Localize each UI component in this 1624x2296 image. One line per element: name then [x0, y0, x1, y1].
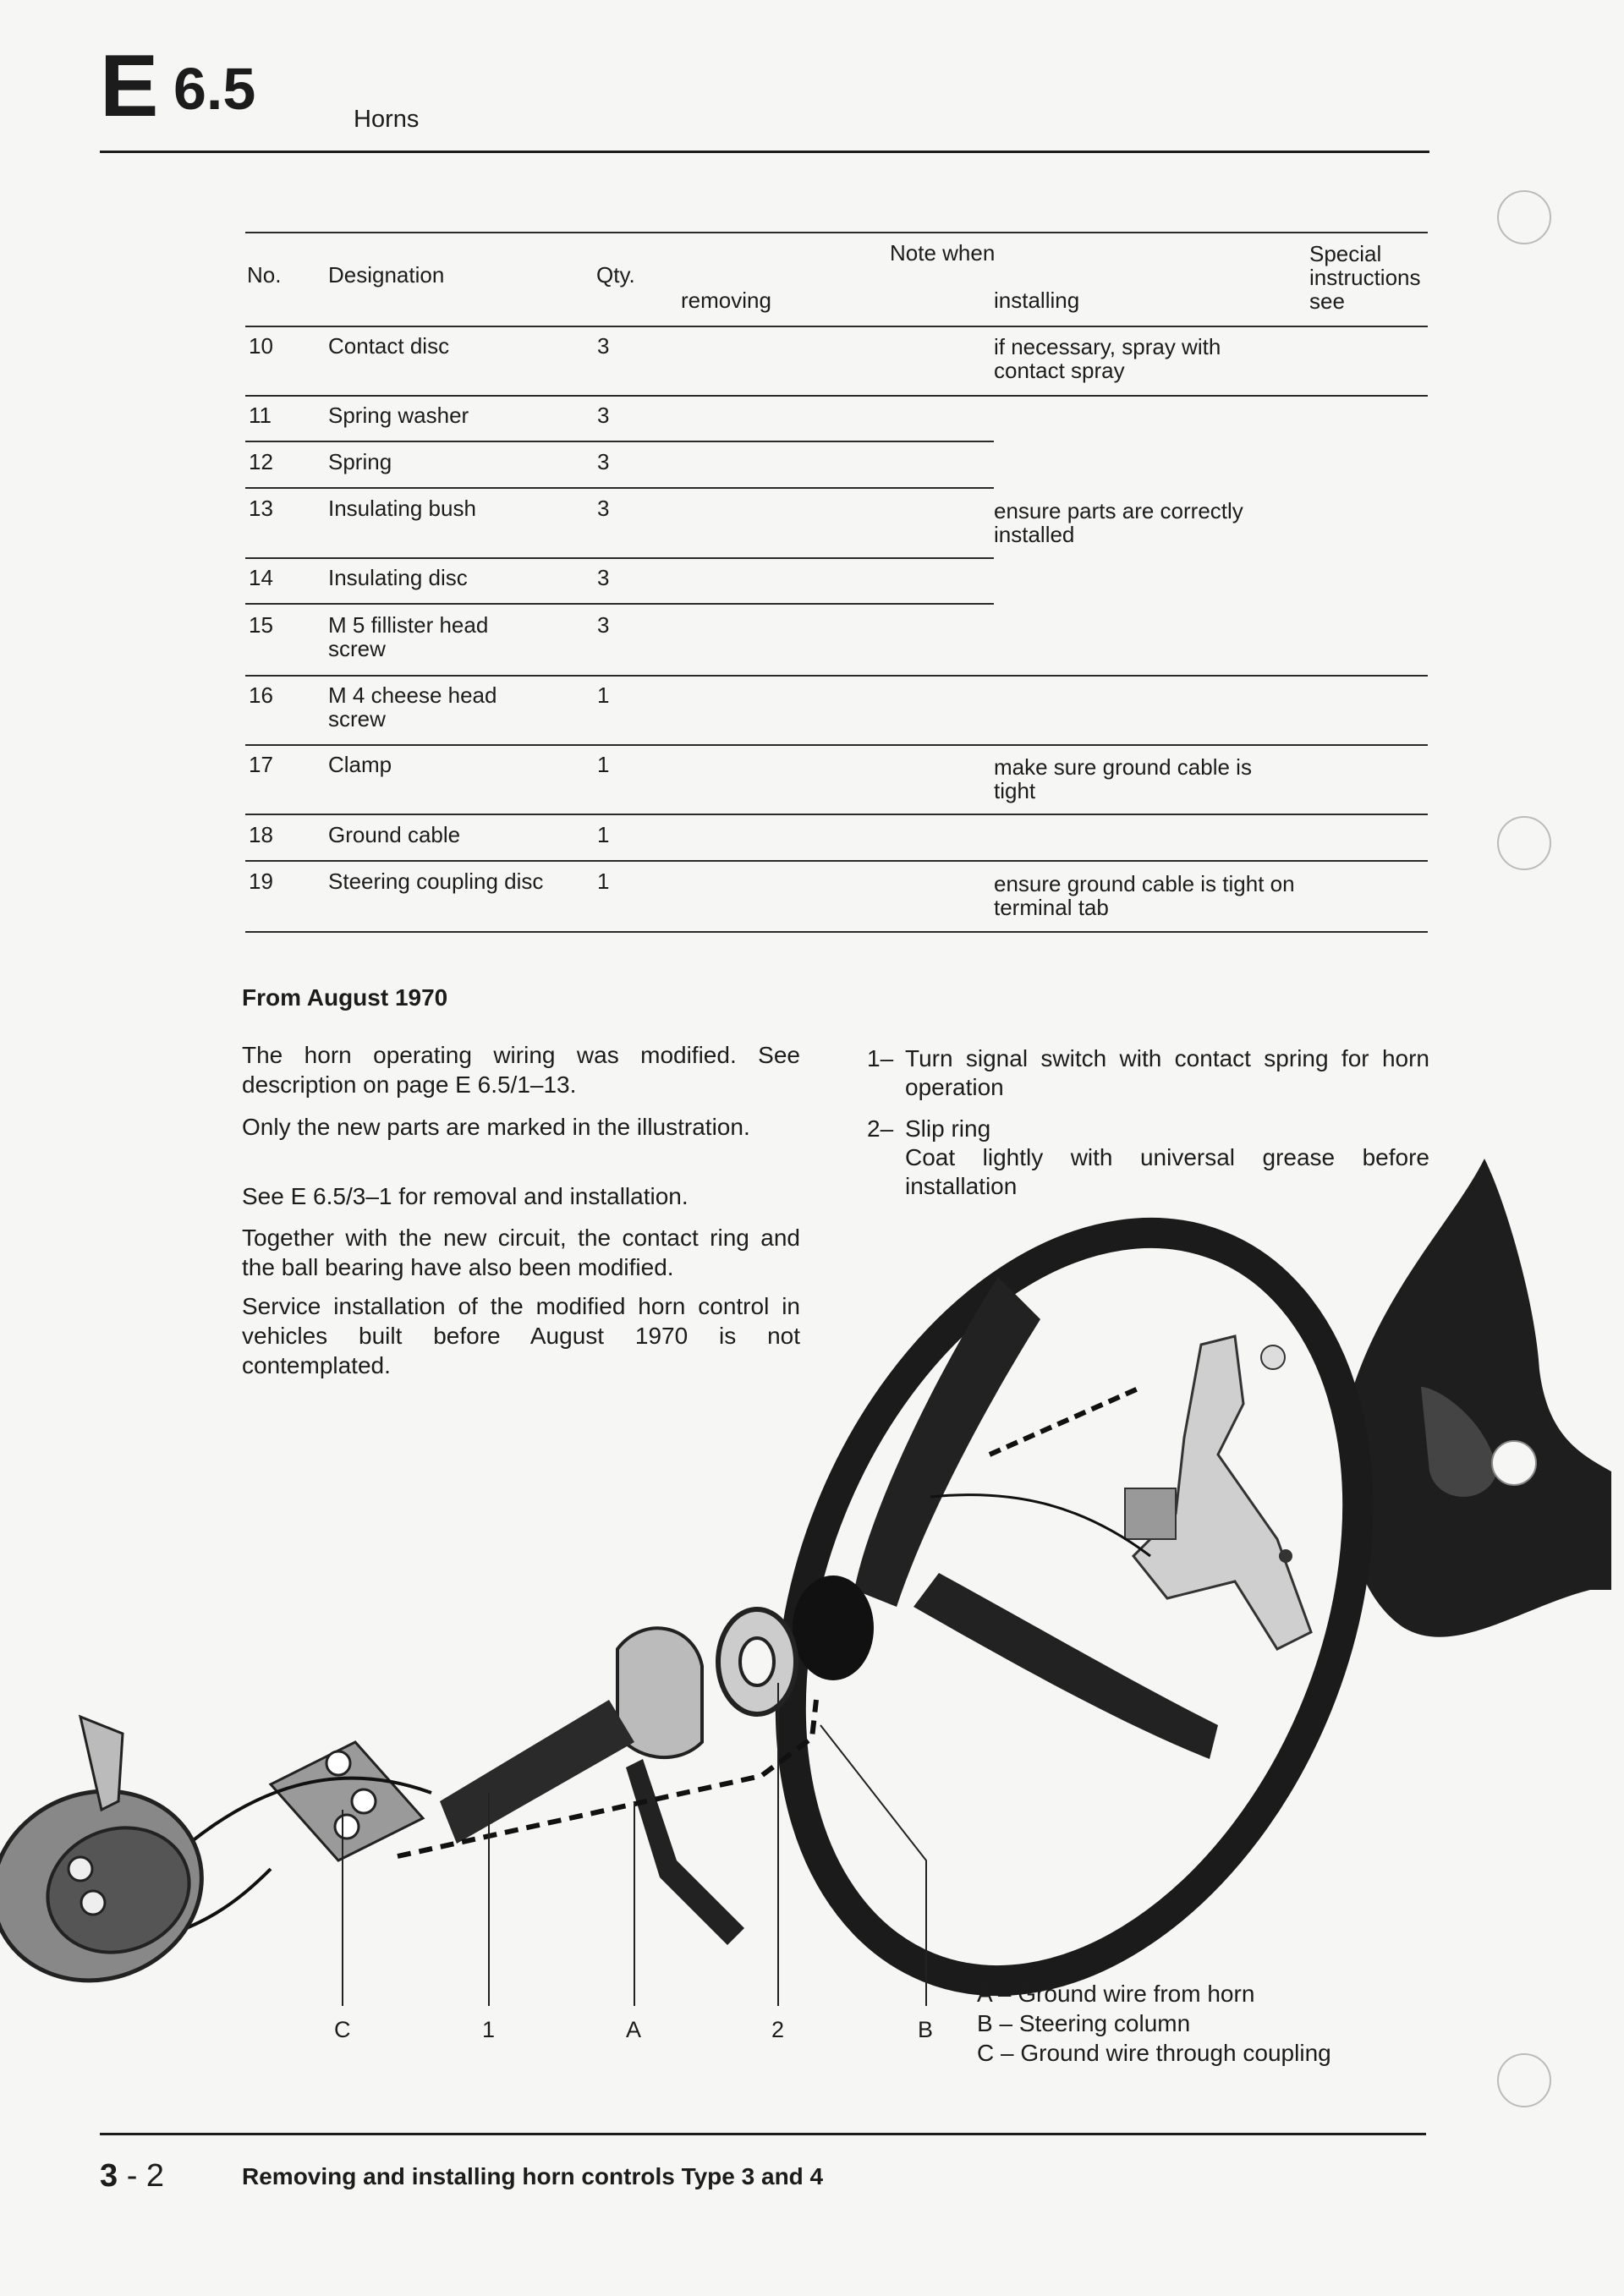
- page-number: 3 - 2: [100, 2158, 165, 2194]
- col-header-note-when: Note when: [890, 240, 996, 266]
- row-designation: Clamp: [328, 752, 392, 777]
- section-title: Horns: [354, 106, 420, 133]
- horn-pad: [1342, 1159, 1612, 1637]
- row-designation: M 5 fillister head screw: [328, 612, 489, 661]
- key-letter: B: [977, 2010, 993, 2036]
- row-qty: 3: [597, 449, 610, 474]
- row-qty: 1: [597, 869, 610, 894]
- row-installing: ensure ground cable is tight on terminal tab: [994, 871, 1295, 920]
- row-qty: 3: [597, 612, 610, 638]
- row-no: 18: [249, 822, 273, 847]
- contact-bracket: [1125, 1336, 1311, 1649]
- key-text: Steering column: [1018, 2010, 1191, 2036]
- row-designation: Insulating bush: [328, 496, 476, 521]
- callout-label: A: [626, 2017, 642, 2042]
- col-header-designation: Designation: [328, 262, 445, 288]
- key-text: Ground wire from horn: [1018, 1981, 1255, 2007]
- page-number-main: 3: [100, 2158, 118, 2194]
- row-designation: Insulating disc: [328, 565, 468, 590]
- key-letter: C: [977, 2040, 995, 2066]
- col-header-special: Special instructions see: [1309, 241, 1421, 314]
- horn: [0, 1717, 228, 2009]
- page-number-sub: 2: [145, 2158, 165, 2194]
- callout-label: C: [334, 2017, 351, 2042]
- paragraph: The horn operating wiring was modified. See description on page E 6.5/1–13.: [242, 1042, 800, 1098]
- row-no: 14: [249, 565, 273, 590]
- legend-number: 2: [867, 1115, 881, 1142]
- callout-label: 2: [771, 2017, 785, 2042]
- col-header-installing: installing: [994, 288, 1080, 313]
- row-qty: 1: [597, 682, 610, 708]
- row-designation: Contact disc: [328, 333, 450, 359]
- slip-ring: [718, 1609, 796, 1714]
- row-no: 17: [249, 752, 273, 777]
- footer-rule: [100, 2133, 1426, 2135]
- row-qty: 3: [597, 496, 610, 521]
- key-text: Ground wire through coupling: [1020, 2040, 1331, 2066]
- row-no: 13: [249, 496, 273, 521]
- row-designation: Steering coupling disc: [328, 869, 544, 894]
- figure-key-item: B – Steering column: [977, 2010, 1191, 2036]
- row-no: 19: [249, 869, 273, 894]
- row-installing: if necessary, spray with contact spray: [994, 334, 1221, 383]
- row-qty: 1: [597, 822, 610, 847]
- legend-number: 1: [867, 1045, 881, 1071]
- legend-text: Slip ring: [905, 1115, 991, 1142]
- section-heading: From August 1970: [242, 984, 448, 1011]
- key-letter: A: [977, 1981, 992, 2007]
- row-no: 10: [249, 333, 273, 359]
- row-designation: Spring: [328, 449, 392, 474]
- row-qty: 1: [597, 752, 610, 777]
- steering-wheel: [685, 1148, 1462, 2065]
- paragraph: Only the new parts are marked in the illustration.: [242, 1114, 750, 1140]
- legend-subtext: Coat lightly with universal grease before installation: [905, 1144, 1429, 1199]
- col-header-removing: removing: [681, 288, 771, 313]
- row-designation: Ground cable: [328, 822, 461, 847]
- paragraph: See E 6.5/3–1 for removal and installation.: [242, 1183, 689, 1209]
- row-qty: 3: [597, 565, 610, 590]
- footer-title: Removing and installing horn controls Type 3 and 4: [242, 2163, 824, 2189]
- row-no: 11: [249, 403, 272, 428]
- row-qty: 3: [597, 333, 610, 359]
- callout-label: B: [918, 2017, 934, 2042]
- row-no: 16: [249, 682, 273, 708]
- col-header-no: No.: [247, 262, 282, 288]
- col-header-qty: Qty.: [596, 262, 635, 288]
- row-no: 15: [249, 612, 273, 638]
- row-designation: Spring washer: [328, 403, 469, 428]
- section-number: 6.5: [173, 56, 256, 122]
- figure-key-item: C – Ground wire through coupling: [977, 2040, 1331, 2066]
- row-installing: make sure ground cable is tight: [994, 754, 1252, 803]
- row-designation: M 4 cheese head screw: [328, 682, 497, 732]
- paragraph: Together with the new circuit, the contact ring and the ball bearing have also been modified.: [242, 1225, 800, 1280]
- figure-key-item: A – Ground wire from horn: [977, 1981, 1255, 2007]
- paragraph: Service installation of the modified horn control in vehicles built before August 1970 is not contemplated.: [242, 1293, 800, 1378]
- legend-text: Turn signal switch with contact spring for horn operation: [905, 1045, 1429, 1100]
- row-qty: 3: [597, 403, 610, 428]
- section-letter: E: [100, 37, 157, 135]
- row-installing: ensure parts are correctly installed: [994, 498, 1243, 547]
- callout-label: 1: [482, 2017, 496, 2042]
- row-no: 12: [249, 449, 273, 474]
